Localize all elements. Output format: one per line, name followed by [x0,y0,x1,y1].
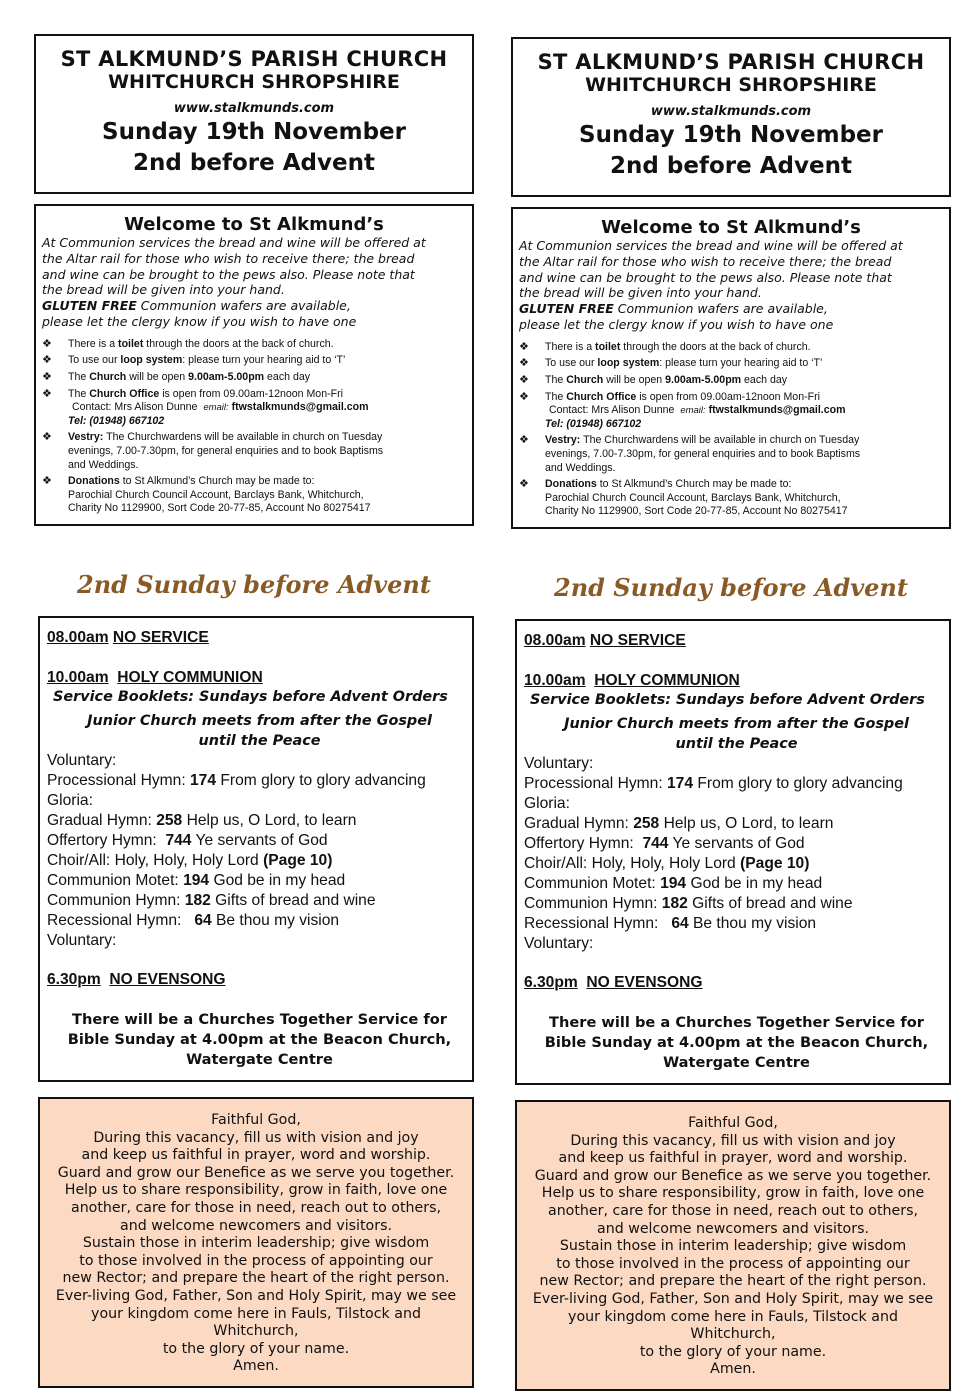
bullet-icon: ❖ [519,434,529,447]
welcome-title: Welcome to St Alkmund’s [124,214,384,235]
list-item: ❖ There is a toilet through the doors at the back of church. [42,337,334,350]
welcome-intro: At Communion services the bread and wine will be offered at the Altar rail for those who wish to receive there; the bread and wine can be brought to the pews also. Please note that the bread will be given into your hand. GLUTEN FREE Communion wafers are available, please let the clergy know if you wish to have one [519,238,903,332]
church-name: ST ALKMUND’S PARISH CHURCH [537,50,925,74]
bullet-icon: ❖ [42,431,52,444]
bullet-icon: ❖ [519,478,529,491]
email-link[interactable]: ftwstalkmunds@gmail.com [231,401,369,414]
list-item: ❖ There is a toilet through the doors at the back of church. [519,340,811,353]
bullet-icon: ❖ [42,354,52,367]
list-item: ❖ Vestry: The Churchwardens will be available in church on Tuesday evenings, 7.00-7.30pm, for general enquiries and to book Baptisms and Weddings. [519,434,861,474]
bullet-icon: ❖ [519,373,529,386]
list-item: ❖ To use our loop system: please turn your hearing aid to ‘T’ [519,357,823,370]
title-box [511,37,951,197]
list-item: ❖ The Church will be open 9.00am-5.00pm each day [42,370,311,383]
section-heading: 2nd Sunday before Advent [77,570,431,599]
list-item: ❖ The Church Office is open from 09.00am-12noon Mon-Fri Contact: Mrs Alison Dunne email: ftwstalkmunds@gmail.com Tel: (01948) 667102 [42,387,369,427]
service-occasion: 2nd before Advent [133,150,375,176]
bullet-icon: ❖ [42,475,52,488]
list-item: ❖ Donations to St Alkmund’s Church may be made to: Parochial Church Council Account, Barclays Bank, Whitchurch, Charity No 1129900, Sort Code 20-77-85, Account No 80275417 [519,478,848,518]
church-name: ST ALKMUND’S PARISH CHURCH [60,47,448,71]
church-location: WHITCHURCH SHROPSHIRE [585,74,877,96]
bullet-icon: ❖ [42,387,52,400]
title-box [34,34,474,194]
service-occasion: 2nd before Advent [610,153,852,179]
prayer-box: Faithful God, During this vacancy, fill us with vision and joy and keep us faithful in prayer, word and worship. Guard and grow our Benefice as we serve you together. Help us to share responsibility, grow in faith, love one another, care for those in need, reach out to others, and welcome newcomers and visitors. Sustain those in interim leadership; give wisdom to those involved in the process of appointing our new Rector; and prepare the heart of the right person. Ever-living God, Father, Son and Holy Spirit, may we see your kingdom come here in Fauls, Tilstock and Whitchurch, to the glory of your name. Amen. [515,1100,951,1391]
bullet-icon: ❖ [519,357,529,370]
list-item: ❖ Donations to St Alkmund’s Church may be made to: Parochial Church Council Account, Barclays Bank, Whitchurch, Charity No 1129900, Sort Code 20-77-85, Account No 80275417 [42,475,371,515]
website-link[interactable]: www.stalkmunds.com [173,101,335,116]
info-list [513,341,949,519]
church-location: WHITCHURCH SHROPSHIRE [108,71,400,93]
list-item: ❖ The Church will be open 9.00am-5.00pm each day [519,373,788,386]
list-item: ❖ Vestry: The Churchwardens will be available in church on Tuesday evenings, 7.00-7.30pm, for general enquiries and to book Baptisms and Weddings. [42,431,384,471]
section-heading: 2nd Sunday before Advent [554,573,908,602]
welcome-box [34,204,474,526]
bullet-icon: ❖ [42,337,52,350]
prayer-box: Faithful God, During this vacancy, fill us with vision and joy and keep us faithful in prayer, word and worship. Guard and grow our Benefice as we serve you together. Help us to share responsibility, grow in faith, love one another, care for those in need, reach out to others, and welcome newcomers and visitors. Sustain those in interim leadership; give wisdom to those involved in the process of appointing our new Rector; and prepare the heart of the right person. Ever-living God, Father, Son and Holy Spirit, may we see your kingdom come here in Fauls, Tilstock and Whitchurch, to the glory of your name. Amen. [38,1097,474,1388]
info-list [36,338,472,516]
welcome-intro: At Communion services the bread and wine will be offered at the Altar rail for those who wish to receive there; the bread and wine can be brought to the pews also. Please note that the bread will be given into your hand. GLUTEN FREE Communion wafers are available, please let the clergy know if you wish to have one [42,235,426,329]
website-link[interactable]: www.stalkmunds.com [650,104,812,119]
list-item: ❖ To use our loop system: please turn your hearing aid to ‘T’ [42,354,346,367]
services-box: 08.00am NO SERVICE 10.00am HOLY COMMUNION Service Booklets: Sundays before Advent Orders Junior Church meets from after the Gospel until the Peace Voluntary: Processional Hymn: 174 From glory to glory advancing Gloria: Gradual Hymn: 258 Help us, O Lord, to learn Offertory Hymn: 744 Ye servants of God Choir/All: Holy, Holy, Holy Lord (Page 10) Communion Motet: 194 God be in my head Communion Hymn: 182 Gifts of bread and wine Recessional Hymn: 64 Be thou my vision Voluntary: 6.30pm NO EVENSONG There will be a Churches Together Service for Bible Sunday at 4.00pm at the Beacon Church, Watergate Centre [38,616,474,1082]
service-date: Sunday 19th November [579,122,883,148]
bullet-icon: ❖ [519,390,529,403]
list-item: ❖ The Church Office is open from 09.00am-12noon Mon-Fri Contact: Mrs Alison Dunne email: ftwstalkmunds@gmail.com Tel: (01948) 667102 [519,390,846,430]
welcome-box [511,207,951,529]
services-box: 08.00am NO SERVICE 10.00am HOLY COMMUNION Service Booklets: Sundays before Advent Orders Junior Church meets from after the Gospel until the Peace Voluntary: Processional Hymn: 174 From glory to glory advancing Gloria: Gradual Hymn: 258 Help us, O Lord, to learn Offertory Hymn: 744 Ye servants of God Choir/All: Holy, Holy, Holy Lord (Page 10) Communion Motet: 194 God be in my head Communion Hymn: 182 Gifts of bread and wine Recessional Hymn: 64 Be thou my vision Voluntary: 6.30pm NO EVENSONG There will be a Churches Together Service for Bible Sunday at 4.00pm at the Beacon Church, Watergate Centre [515,619,951,1085]
welcome-title: Welcome to St Alkmund’s [601,217,861,238]
service-date: Sunday 19th November [102,119,406,145]
bullet-icon: ❖ [519,340,529,353]
email-link[interactable]: ftwstalkmunds@gmail.com [708,404,846,417]
bullet-icon: ❖ [42,370,52,383]
